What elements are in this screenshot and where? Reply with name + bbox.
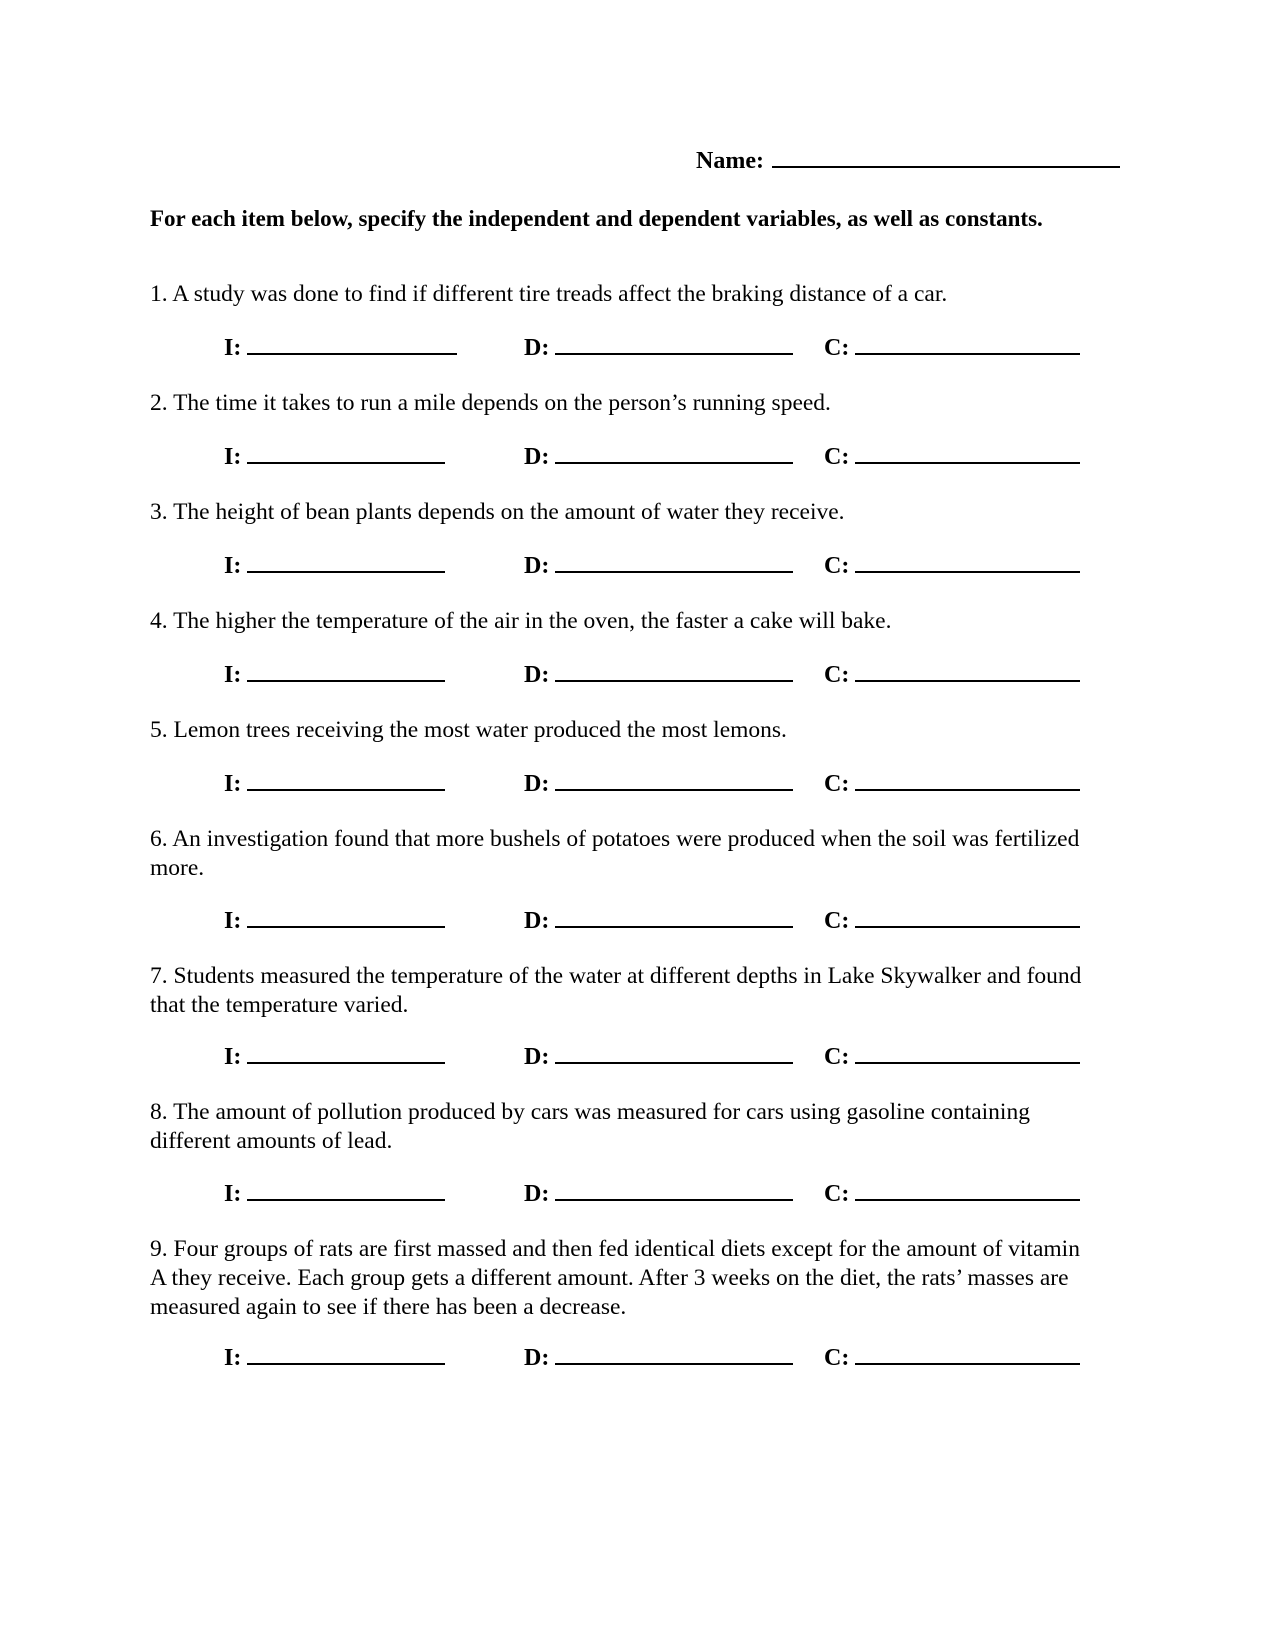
answer-row-4 (0, 662, 1275, 692)
independent-field[interactable] (224, 1044, 445, 1071)
constants-blank[interactable] (855, 1181, 1080, 1201)
dependent-label: D: (524, 908, 550, 934)
independent-field[interactable] (224, 335, 457, 362)
question-9: 9. Four groups of rats are first massed and then fed identical diets except for the amount of vitamin A they receive. Each group gets a different amount. After 3 weeks on the diet, the rats’ masses are measured again to see if there has been a decrease. (150, 1236, 1080, 1320)
independent-label: I: (224, 1181, 242, 1207)
dependent-field[interactable] (524, 908, 793, 935)
answer-row-7 (0, 1044, 1275, 1074)
constants-label: C: (824, 662, 850, 688)
dependent-blank[interactable] (555, 1181, 793, 1201)
name-field[interactable] (696, 148, 1120, 175)
independent-blank[interactable] (247, 908, 445, 928)
constants-blank[interactable] (855, 1044, 1080, 1064)
answer-row-5 (0, 771, 1275, 801)
constants-blank[interactable] (855, 444, 1080, 464)
constants-blank[interactable] (855, 335, 1080, 355)
answer-row-9 (0, 1345, 1275, 1375)
constants-field[interactable] (824, 335, 1080, 362)
constants-label: C: (824, 335, 850, 361)
dependent-field[interactable] (524, 553, 793, 580)
constants-blank[interactable] (855, 908, 1080, 928)
constants-field[interactable] (824, 1181, 1080, 1208)
constants-blank[interactable] (855, 1345, 1080, 1365)
question-6: 6. An investigation found that more bushels of potatoes were produced when the soil was fertilized more. (150, 826, 1080, 881)
independent-field[interactable] (224, 1345, 445, 1372)
independent-blank[interactable] (247, 1345, 445, 1365)
dependent-blank[interactable] (555, 444, 793, 464)
name-label: Name: (696, 148, 764, 174)
independent-field[interactable] (224, 908, 445, 935)
dependent-field[interactable] (524, 444, 793, 471)
dependent-field[interactable] (524, 335, 793, 362)
constants-blank[interactable] (855, 662, 1080, 682)
dependent-label: D: (524, 444, 550, 470)
dependent-label: D: (524, 1345, 550, 1371)
dependent-label: D: (524, 553, 550, 579)
independent-field[interactable] (224, 553, 445, 580)
constants-label: C: (824, 1044, 850, 1070)
independent-label: I: (224, 444, 242, 470)
dependent-field[interactable] (524, 1044, 793, 1071)
answer-row-6 (0, 908, 1275, 938)
dependent-label: D: (524, 1181, 550, 1207)
constants-label: C: (824, 771, 850, 797)
question-4: 4. The higher the temperature of the air in the oven, the faster a cake will bake. (150, 608, 892, 634)
dependent-blank[interactable] (555, 1044, 793, 1064)
dependent-blank[interactable] (555, 662, 793, 682)
independent-label: I: (224, 662, 242, 688)
dependent-blank[interactable] (555, 335, 793, 355)
dependent-field[interactable] (524, 1181, 793, 1208)
independent-field[interactable] (224, 771, 445, 798)
independent-blank[interactable] (247, 553, 445, 573)
dependent-label: D: (524, 335, 550, 361)
independent-field[interactable] (224, 662, 445, 689)
constants-field[interactable] (824, 1345, 1080, 1372)
independent-label: I: (224, 771, 242, 797)
question-5: 5. Lemon trees receiving the most water produced the most lemons. (150, 717, 787, 743)
independent-blank[interactable] (247, 662, 445, 682)
question-2: 2. The time it takes to run a mile depends on the person’s running speed. (150, 390, 831, 416)
dependent-field[interactable] (524, 1345, 793, 1372)
question-3: 3. The height of bean plants depends on the amount of water they receive. (150, 499, 845, 525)
dependent-blank[interactable] (555, 553, 793, 573)
question-1: 1. A study was done to find if different tire treads affect the braking distance of a car. (150, 281, 948, 307)
constants-field[interactable] (824, 1044, 1080, 1071)
constants-label: C: (824, 908, 850, 934)
answer-row-1 (0, 335, 1275, 365)
independent-blank[interactable] (247, 335, 457, 355)
independent-label: I: (224, 908, 242, 934)
dependent-label: D: (524, 771, 550, 797)
dependent-blank[interactable] (555, 771, 793, 791)
dependent-blank[interactable] (555, 908, 793, 928)
independent-blank[interactable] (247, 1181, 445, 1201)
dependent-label: D: (524, 662, 550, 688)
independent-label: I: (224, 1044, 242, 1070)
name-blank[interactable] (772, 148, 1120, 168)
constants-field[interactable] (824, 444, 1080, 471)
answer-row-8 (0, 1181, 1275, 1211)
independent-field[interactable] (224, 1181, 445, 1208)
dependent-blank[interactable] (555, 1345, 793, 1365)
dependent-label: D: (524, 1044, 550, 1070)
constants-field[interactable] (824, 771, 1080, 798)
independent-field[interactable] (224, 444, 445, 471)
independent-blank[interactable] (247, 1044, 445, 1064)
independent-blank[interactable] (247, 444, 445, 464)
constants-field[interactable] (824, 553, 1080, 580)
constants-label: C: (824, 553, 850, 579)
independent-label: I: (224, 1345, 242, 1371)
question-7: 7. Students measured the temperature of the water at different depths in Lake Skywalker and found that the temperature varied. (150, 963, 1082, 1018)
dependent-field[interactable] (524, 771, 793, 798)
independent-label: I: (224, 335, 242, 361)
independent-label: I: (224, 553, 242, 579)
instructions: For each item below, specify the independent and dependent variables, as well as constants. (150, 206, 1043, 231)
constants-label: C: (824, 444, 850, 470)
constants-blank[interactable] (855, 771, 1080, 791)
independent-blank[interactable] (247, 771, 445, 791)
constants-field[interactable] (824, 662, 1080, 689)
answer-row-3 (0, 553, 1275, 583)
dependent-field[interactable] (524, 662, 793, 689)
constants-label: C: (824, 1345, 850, 1371)
constants-blank[interactable] (855, 553, 1080, 573)
question-8: 8. The amount of pollution produced by cars was measured for cars using gasoline containing different amounts of lead. (150, 1099, 1030, 1154)
answer-row-2 (0, 444, 1275, 474)
constants-label: C: (824, 1181, 850, 1207)
constants-field[interactable] (824, 908, 1080, 935)
